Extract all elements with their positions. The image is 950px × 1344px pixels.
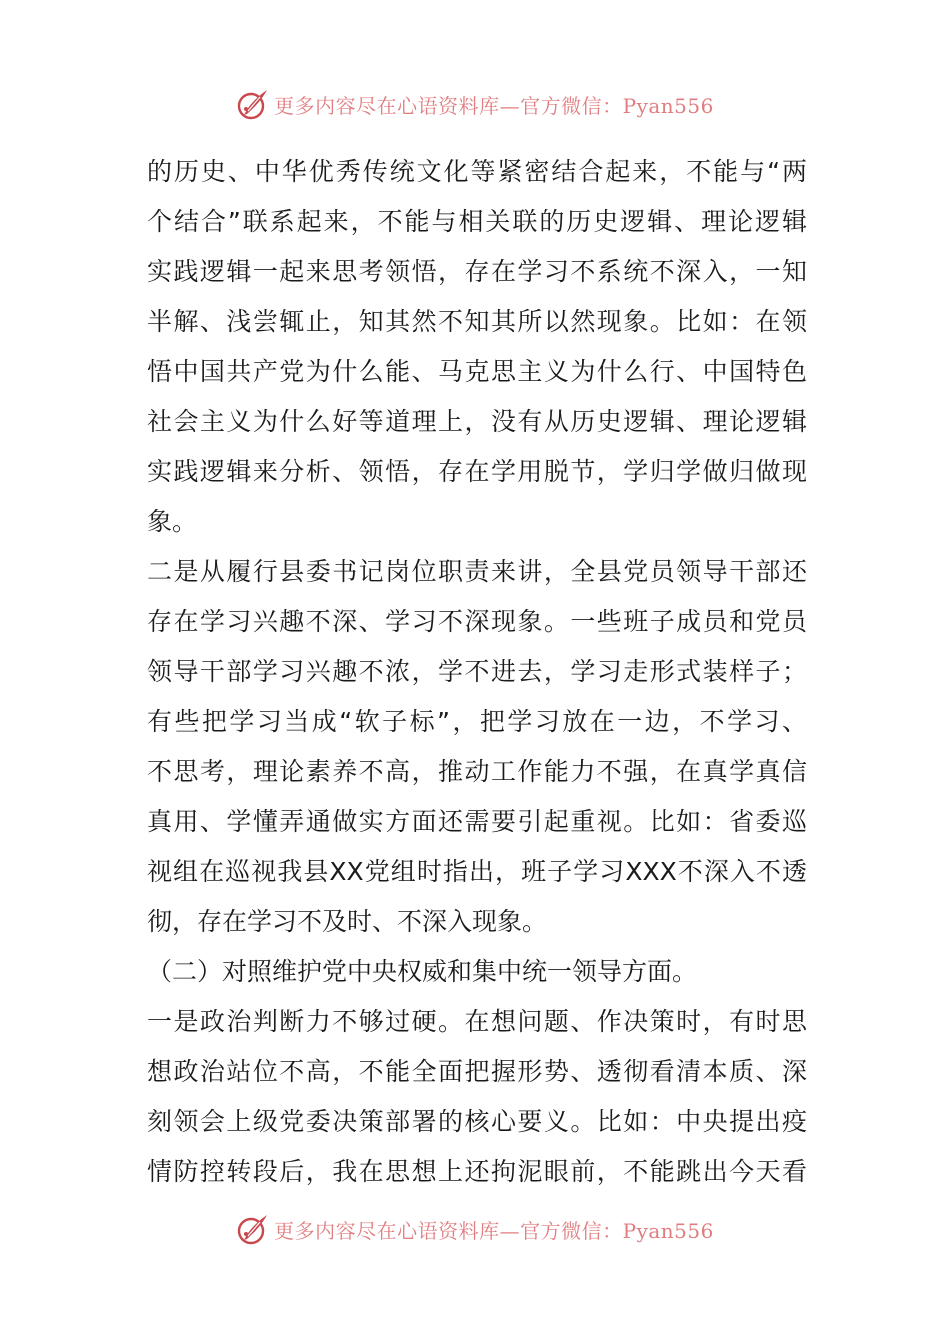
text-line: 实践逻辑来分析、领悟，存在学用脱节，学归学做归做现: [147, 457, 807, 486]
text-line: 象。: [147, 507, 198, 536]
text-line: 社会主义为什么好等道理上，没有从历史逻辑、理论逻辑: [147, 407, 807, 436]
text-line: 存在学习兴趣不深、学习不深现象。一些班子成员和党员: [147, 607, 807, 636]
text-line: 不思考，理论素养不高，推动工作能力不强，在真学真信: [147, 757, 807, 786]
footer-watermark: [0, 1209, 950, 1249]
section-heading: （二）对照维护党中央权威和集中统一领导方面。: [147, 957, 698, 986]
pen-feather-logo-icon: [236, 87, 270, 121]
text-line: 视组在巡视我县XX党组时指出，班子学习XXX不深入不透: [147, 857, 807, 886]
text-line: 领导干部学习兴趣不浓，学不进去，学习走形式装样子；: [147, 657, 807, 686]
header-watermark: [0, 84, 950, 124]
text-line: 悟中国共产党为什么能、马克思主义为什么行、中国特色: [147, 357, 807, 386]
watermark-text: 更多内容尽在心语资料库—官方微信：Pyan556: [274, 1218, 714, 1243]
text-line: 一是政治判断力不够过硬。在想问题、作决策时，有时思: [147, 1007, 807, 1036]
text-line: 二是从履行县委书记岗位职责来讲，全县党员领导干部还: [147, 557, 807, 586]
text-line: 半解、浅尝辄止，知其然不知其所以然现象。比如：在领: [147, 307, 807, 336]
pen-feather-logo-icon: [236, 1212, 270, 1246]
text-line: 情防控转段后，我在思想上还拘泥眼前，不能跳出今天看: [147, 1157, 807, 1186]
text-line: 真用、学懂弄通做实方面还需要引起重视。比如：省委巡: [147, 807, 807, 836]
text-line: 刻领会上级党委决策部署的核心要义。比如：中央提出疫: [147, 1107, 807, 1136]
watermark-text: 更多内容尽在心语资料库—官方微信：Pyan556: [274, 93, 714, 118]
text-line: 的历史、中华优秀传统文化等紧密结合起来，不能与“两: [147, 157, 807, 186]
text-line: 有些把学习当成“软子标”，把学习放在一边，不学习、: [147, 707, 807, 736]
document-body: [147, 147, 807, 1197]
text-line: 彻，存在学习不及时、不深入现象。: [147, 907, 548, 936]
text-line: 实践逻辑一起来思考领悟，存在学习不系统不深入，一知: [147, 257, 807, 286]
text-line: 想政治站位不高，不能全面把握形势、透彻看清本质、深: [147, 1057, 807, 1086]
text-line: 个结合”联系起来，不能与相关联的历史逻辑、理论逻辑: [147, 207, 807, 236]
